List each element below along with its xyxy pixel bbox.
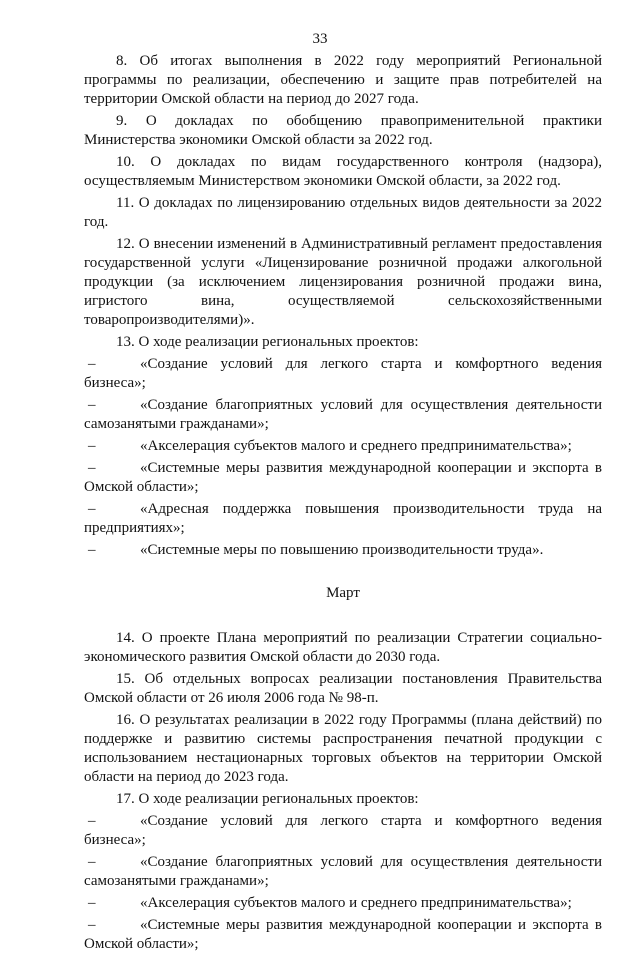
project-item (84, 500, 602, 538)
list-item-9: 9. О докладах по обобщению правоприменительной практики Министерства экономики Омской области за 2022 год. (84, 113, 602, 148)
project-item (84, 541, 602, 560)
dash-marker: – (88, 397, 96, 413)
list-item-12: 12. О внесении изменений в Административный регламент предоставления государственной услуги «Лицензирование розничной продажи алкогольной продукции (за исключением лицензирования розничной продажи вина, игристого вина, осуществляемой сельскохозяйственными товаропроизводителями)». (84, 236, 602, 328)
project-item (84, 396, 602, 434)
month-heading: Март (326, 585, 360, 601)
dash-marker: – (88, 854, 96, 870)
dash-marker: – (88, 460, 96, 476)
project-text: «Создание благоприятных условий для осуществления деятельности самозанятыми гражданами»; (84, 397, 602, 432)
project-text: «Системные меры развития международной кооперации и экспорта в Омской области»; (84, 917, 602, 952)
dash-marker: – (88, 438, 96, 454)
project-text: «Системные меры развития международной кооперации и экспорта в Омской области»; (84, 460, 602, 495)
project-item (84, 853, 602, 891)
project-text: «Системные меры по повышению производительности труда». (140, 542, 544, 558)
project-text: «Акселерация субъектов малого и среднего предпринимательства»; (140, 895, 572, 911)
dash-marker: – (88, 501, 96, 517)
project-text: «Создание условий для легкого старта и комфортного ведения бизнеса»; (84, 813, 602, 848)
dash-marker: – (88, 917, 96, 933)
dash-marker: – (88, 813, 96, 829)
document-body (84, 52, 602, 957)
project-item (84, 355, 602, 393)
list-item-15: 15. Об отдельных вопросах реализации постановления Правительства Омской области от 26 июля 2006 года № 98-п. (84, 671, 602, 706)
project-item (84, 459, 602, 497)
project-text: «Создание условий для легкого старта и комфортного ведения бизнеса»; (84, 356, 602, 391)
list-item-16: 16. О результатах реализации в 2022 году Программы (плана действий) по поддержке и развитию системы распространения печатной продукции с использованием нестационарных торговых объектов на территории Омской области на период до 2023 года. (84, 712, 602, 785)
project-item (84, 894, 602, 913)
project-item (84, 437, 602, 456)
list-item-8: 8. Об итогах выполнения в 2022 году мероприятий Региональной программы по реализации, обеспечению и защите прав потребителей на территории Омской области на период до 2027 года. (84, 53, 602, 107)
dash-marker: – (88, 895, 96, 911)
list-item-14: 14. О проекте Плана мероприятий по реализации Стратегии социально-экономического развития Омской области до 2030 года. (84, 630, 602, 665)
dash-marker: – (88, 542, 96, 558)
page-number: 33 (312, 31, 328, 47)
project-text: «Акселерация субъектов малого и среднего предпринимательства»; (140, 438, 572, 454)
project-text: «Адресная поддержка повышения производительности труда на предприятиях»; (84, 501, 602, 536)
list-item-11: 11. О докладах по лицензированию отдельных видов деятельности за 2022 год. (84, 195, 602, 230)
dash-marker: – (88, 356, 96, 372)
project-item (84, 916, 602, 954)
project-item (84, 812, 602, 850)
list-item-17: 17. О ходе реализации региональных проектов: (116, 791, 419, 807)
list-item-10: 10. О докладах по видам государственного контроля (надзора), осуществляемым Министерством экономики Омской области, за 2022 год. (84, 154, 602, 189)
list-item-13: 13. О ходе реализации региональных проектов: (116, 334, 419, 350)
project-text: «Создание благоприятных условий для осуществления деятельности самозанятыми гражданами»; (84, 854, 602, 889)
